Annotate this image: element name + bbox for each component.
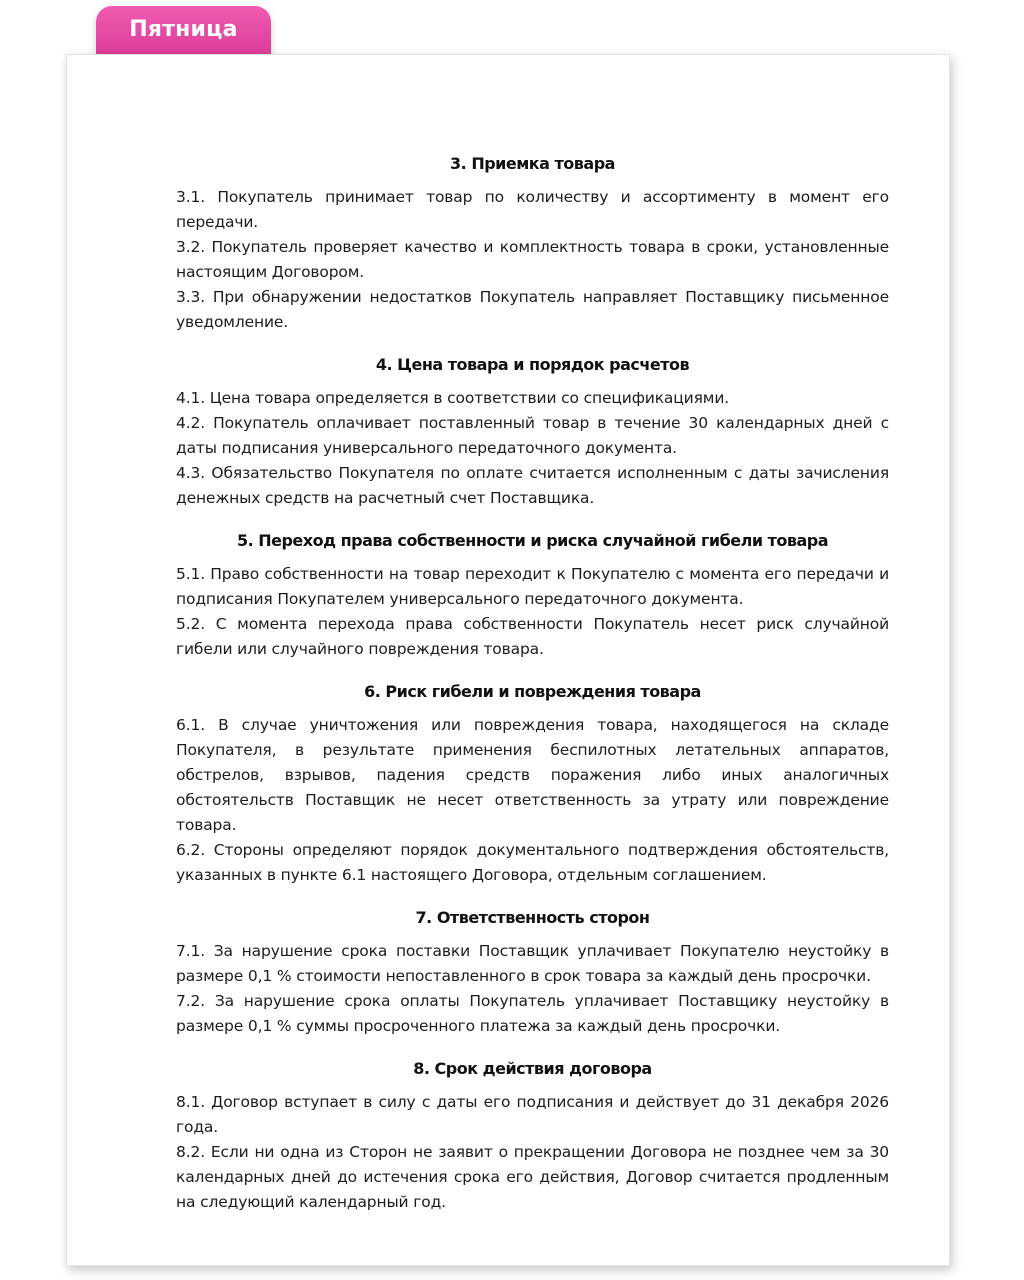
- section-body: [176, 185, 889, 335]
- document-page: [66, 54, 950, 1266]
- section-body: [176, 386, 889, 511]
- section-body: [176, 562, 889, 662]
- brand-tab-label: Пятница: [129, 17, 238, 42]
- section-price: [176, 352, 889, 511]
- section-body: [176, 939, 889, 1039]
- section-body: [176, 1090, 889, 1215]
- section-term: [176, 1056, 889, 1215]
- clause-paragraph: 8.1. Договор вступает в силу с даты его подписания и действует до 31 декабря 2026 года.: [176, 1093, 889, 1136]
- clause-paragraph: 4.3. Обязательство Покупателя по оплате считается исполненным с даты зачисления денежных средств на расчетный счет Поставщика.: [176, 464, 889, 507]
- clause-paragraph: 5.1. Право собственности на товар переходит к Покупателю с момента его передачи и подписания Покупателем универсального передаточного документа.: [176, 565, 889, 608]
- clause-paragraph: 8.2. Если ни одна из Сторон не заявит о прекращении Договора не позднее чем за 30 календарных дней до истечения срока его действия, Договор считается продленным на следующий календарный год.: [176, 1143, 889, 1211]
- section-body: [176, 713, 889, 888]
- clause-paragraph: 3.2. Покупатель проверяет качество и комплектность товара в сроки, установленные настоящим Договором.: [176, 238, 889, 281]
- section-ownership-transfer: [176, 528, 889, 662]
- section-acceptance: [176, 151, 889, 335]
- clause-paragraph: 7.2. За нарушение срока оплаты Покупатель уплачивает Поставщику неустойку в размере 0,1 % суммы просроченного платежа за каждый день просрочки.: [176, 992, 889, 1035]
- section-heading: 4. Цена товара и порядок расчетов: [375, 355, 690, 374]
- section-heading: 3. Приемка товара: [450, 154, 615, 173]
- section-risk: [176, 679, 889, 888]
- section-heading: 8. Срок действия договора: [413, 1059, 652, 1078]
- document-content: [176, 151, 889, 1215]
- section-heading: 5. Переход права собственности и риска случайной гибели товара: [236, 531, 829, 550]
- clause-paragraph: 6.1. В случае уничтожения или повреждения товара, находящегося на складе Покупателя, в результате применения беспилотных летательных аппаратов, обстрелов, взрывов, падения средств поражения либо иных аналогичных обстоятельств Поставщик не несет ответственность за утрату или повреждение товара.: [176, 716, 889, 834]
- clause-paragraph: 4.1. Цена товара определяется в соответствии со спецификациями.: [176, 389, 730, 407]
- section-liability: [176, 905, 889, 1039]
- clause-paragraph: 5.2. С момента перехода права собственности Покупатель несет риск случайной гибели или случайного повреждения товара.: [176, 615, 889, 658]
- clause-paragraph: 7.1. За нарушение срока поставки Поставщик уплачивает Покупателю неустойку в размере 0,1 % стоимости непоставленного в срок товара за каждый день просрочки.: [176, 942, 889, 985]
- section-heading: 6. Риск гибели и повреждения товара: [364, 682, 701, 701]
- clause-paragraph: 3.1. Покупатель принимает товар по количеству и ассортименту в момент его передачи.: [176, 188, 889, 231]
- clause-paragraph: 3.3. При обнаружении недостатков Покупатель направляет Поставщику письменное уведомление.: [176, 288, 889, 331]
- clause-paragraph: 4.2. Покупатель оплачивает поставленный товар в течение 30 календарных дней с даты подписания универсального передаточного документа.: [176, 414, 889, 457]
- section-heading: 7. Ответственность сторон: [415, 908, 650, 927]
- brand-tab: [96, 6, 271, 58]
- clause-paragraph: 6.2. Стороны определяют порядок документального подтверждения обстоятельств, указанных в пункте 6.1 настоящего Договора, отдельным соглашением.: [176, 841, 889, 884]
